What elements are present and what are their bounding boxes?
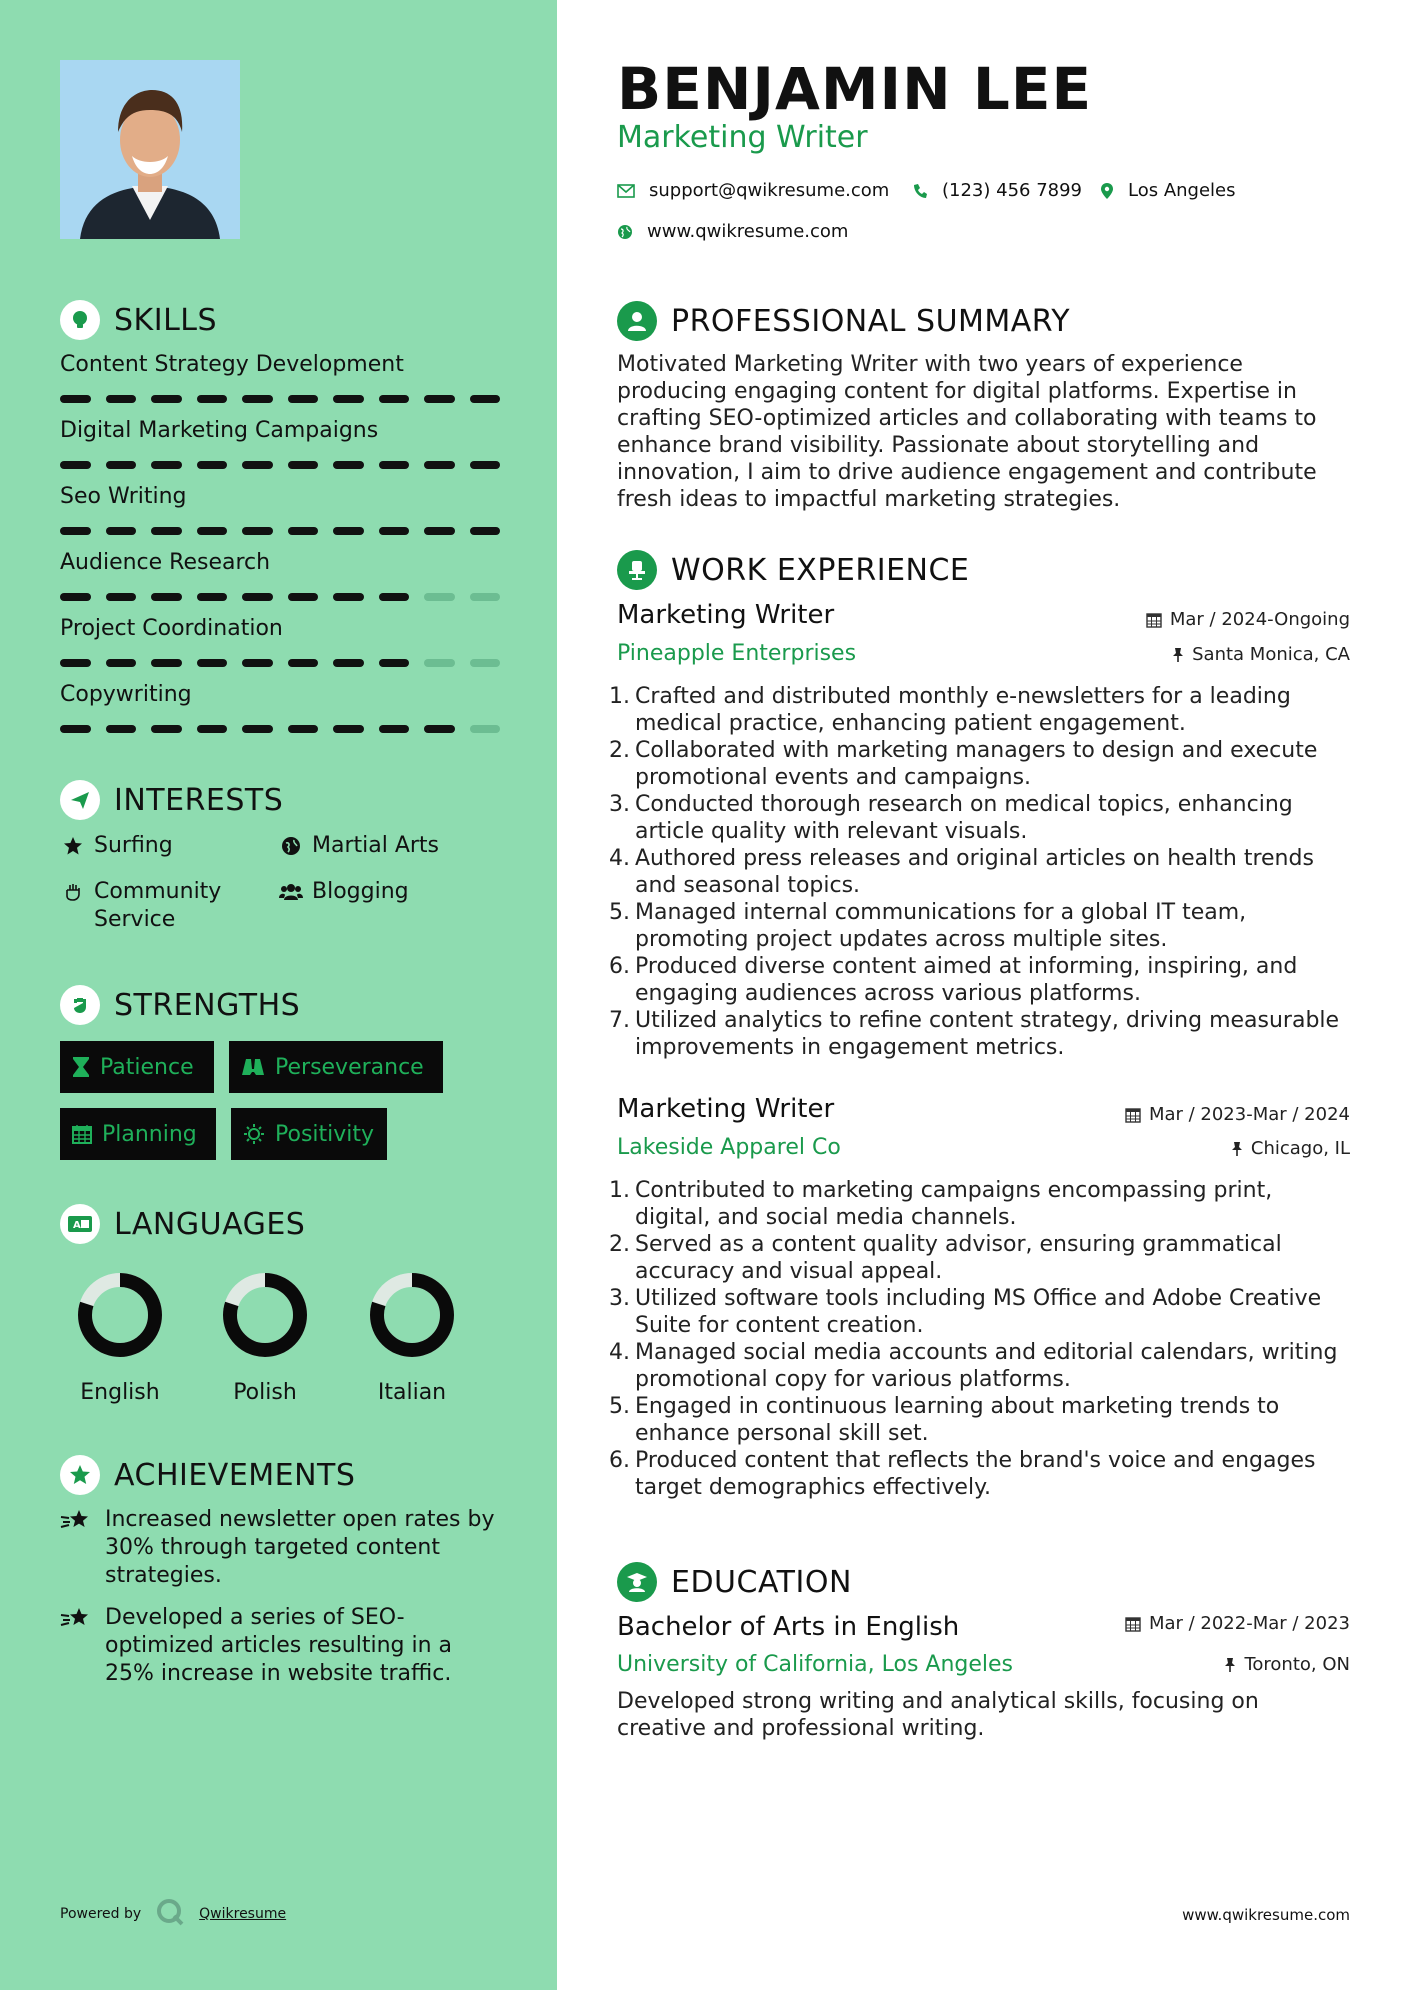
interest-label: Blogging [312, 879, 409, 904]
job-location [1172, 644, 1350, 665]
skill-level-segment [470, 395, 501, 403]
education-dates [1125, 1613, 1350, 1634]
powered-by-label: Powered by [60, 1906, 142, 1922]
skill-level-segment [242, 593, 273, 601]
duty-item: Collaborated with marketing managers to design and execute promotional events and campaigns. [635, 738, 1318, 790]
svg-text:A: A [73, 1220, 81, 1231]
skill-level-segment [151, 461, 182, 469]
skill-level-segment [424, 725, 455, 733]
interest-label: Community Service [94, 879, 222, 932]
skill-level-segment [333, 527, 364, 535]
skill-level-segment [379, 593, 410, 601]
education-text: Developed strong writing and analytical skills, focusing on creative and professional writing. [617, 1689, 1259, 1741]
skill-label: Audience Research [60, 550, 271, 575]
skill-level-segment [106, 659, 137, 667]
job-title: Marketing Writer [617, 600, 835, 630]
skill-level-segment [333, 593, 364, 601]
skill-level-segment [470, 527, 501, 535]
strength-badge [60, 1108, 216, 1160]
languages-title: LANGUAGES [114, 1206, 306, 1242]
language-label: English [80, 1380, 160, 1405]
pushpin-icon [1172, 647, 1184, 663]
skill-item [60, 351, 500, 403]
skill-level-segment [424, 659, 455, 667]
education-degree: Bachelor of Arts in English [617, 1612, 960, 1642]
skill-level-segment [242, 395, 273, 403]
duty-item: Produced diverse content aimed at informing, inspiring, and engaging audiences across various platforms. [635, 954, 1298, 1006]
map-pin-icon [1100, 182, 1114, 200]
skill-level-bar [60, 593, 500, 601]
skill-level-segment [288, 527, 319, 535]
skill-level-segment [60, 461, 91, 469]
skill-level-segment [424, 461, 455, 469]
user-icon [617, 301, 657, 341]
strength-badge [60, 1041, 214, 1093]
skill-level-segment [197, 659, 228, 667]
interest-item [278, 878, 409, 906]
achievement-item [60, 1604, 500, 1688]
experience-title: WORK EXPERIENCE [671, 552, 970, 588]
achievements-title: ACHIEVEMENTS [114, 1457, 356, 1493]
skill-level-segment [242, 725, 273, 733]
strength-badge [231, 1108, 387, 1160]
education-title: EDUCATION [671, 1564, 852, 1600]
education-school: University of California, Los Angeles [617, 1652, 1014, 1677]
skill-level-segment [60, 659, 91, 667]
skill-level-segment [424, 527, 455, 535]
language-item [205, 1272, 325, 1405]
duty-item: Produced content that reflects the brand's voice and engages target demographics effectively. [635, 1448, 1316, 1500]
pushpin-icon [1224, 1657, 1236, 1673]
job-dates [1125, 1104, 1350, 1125]
duty-item: Conducted thorough research on medical topics, enhancing article quality with relevant visuals. [635, 792, 1293, 844]
interests-title: INTERESTS [114, 782, 284, 818]
skill-label: Content Strategy Development [60, 352, 404, 377]
skill-level-segment [379, 527, 410, 535]
skill-level-segment [151, 593, 182, 601]
skill-level-segment [424, 593, 455, 601]
contact-email [617, 180, 889, 201]
experience-heading [617, 549, 969, 591]
skill-level-segment [242, 659, 273, 667]
skill-level-segment [60, 593, 91, 601]
summary-title: PROFESSIONAL SUMMARY [671, 303, 1071, 339]
language-ring [205, 1272, 325, 1358]
skill-level-segment [60, 725, 91, 733]
email-text[interactable]: support@qwikresume.com [649, 180, 890, 201]
skill-level-segment [288, 395, 319, 403]
interest-label: Surfing [94, 833, 173, 858]
achievements-heading [60, 1455, 355, 1495]
skill-level-segment [242, 527, 273, 535]
candidate-name: BENJAMIN LEE [617, 55, 1093, 123]
lightbulb-icon [60, 300, 100, 340]
job-title: Marketing Writer [617, 1094, 835, 1124]
phone-text: (123) 456 7899 [942, 180, 1083, 201]
language-label: Polish [233, 1380, 297, 1405]
job-dates [1146, 609, 1350, 630]
skill-level-segment [333, 395, 364, 403]
job-company: Lakeside Apparel Co [617, 1135, 841, 1160]
interest-item [60, 832, 173, 860]
skill-level-bar [60, 527, 500, 535]
skill-level-segment [424, 395, 455, 403]
skill-label: Copywriting [60, 682, 192, 707]
job-duties-list [617, 1177, 1352, 1501]
education-dates-text: Mar / 2022-Mar / 2023 [1148, 1613, 1350, 1634]
strength-label: Positivity [275, 1121, 375, 1147]
star-icon [60, 832, 86, 860]
star-award-icon [60, 1455, 100, 1495]
achievement-text: Developed a series of SEO-optimized articles resulting in a 25% increase in website traffic. [105, 1605, 452, 1686]
calendar-icon [72, 1124, 92, 1144]
education-heading [617, 1561, 852, 1603]
sidebar [0, 0, 557, 1990]
globe-icon [278, 832, 304, 860]
summary-text: Motivated Marketing Writer with two years of experience producing engaging content for digital platforms. Expertise in crafting SEO-optimized articles and collaborating with teams to enhance brand visibility. Passionate about storytelling and innovation, I aim to drive audience engagement and contribute fresh ideas to impactful marketing strategies. [617, 352, 1317, 512]
calendar-icon [1125, 1616, 1141, 1632]
skill-item [60, 549, 500, 601]
skill-level-segment [288, 659, 319, 667]
skill-level-segment [197, 461, 228, 469]
achievement-text: Increased newsletter open rates by 30% through targeted content strategies. [105, 1507, 495, 1588]
location-text: Los Angeles [1128, 180, 1236, 201]
interest-item [278, 832, 439, 860]
skills-title: SKILLS [114, 302, 218, 338]
education-location [1224, 1654, 1350, 1675]
language-ring [60, 1272, 180, 1358]
phone-icon [912, 183, 928, 199]
skill-label: Seo Writing [60, 484, 187, 509]
skill-level-segment [106, 725, 137, 733]
strength-badge [229, 1041, 443, 1093]
skill-level-segment [470, 659, 501, 667]
skill-level-segment [151, 527, 182, 535]
strength-label: Patience [100, 1054, 194, 1080]
qwikresume-link[interactable]: Qwikresume [199, 1906, 287, 1922]
skill-level-segment [197, 395, 228, 403]
languages-heading [60, 1204, 305, 1244]
job-duties-list [617, 683, 1352, 1061]
job-company: Pineapple Enterprises [617, 641, 857, 666]
job-location [1231, 1138, 1350, 1159]
skill-level-segment [197, 593, 228, 601]
language-ring [352, 1272, 472, 1358]
duty-item: Utilized software tools including MS Office and Adobe Creative Suite for content creation. [635, 1286, 1322, 1338]
binoculars-icon [241, 1057, 265, 1077]
skill-level-segment [106, 395, 137, 403]
strength-label: Perseverance [275, 1054, 424, 1080]
skill-item [60, 483, 500, 535]
summary-heading [617, 300, 1070, 342]
achievement-item [60, 1506, 500, 1590]
skill-level-segment [197, 527, 228, 535]
education-location-text: Toronto, ON [1244, 1654, 1350, 1675]
graduate-icon [617, 1562, 657, 1602]
skill-level-segment [333, 659, 364, 667]
shooting-star-icon [60, 1604, 92, 1688]
duty-item: Served as a content quality advisor, ensuring grammatical accuracy and visual appeal. [635, 1232, 1282, 1284]
skill-level-bar [60, 725, 500, 733]
strengths-heading [60, 985, 300, 1025]
skill-level-segment [151, 659, 182, 667]
profile-photo [60, 60, 240, 239]
strengths-title: STRENGTHS [114, 987, 301, 1023]
skill-level-segment [288, 461, 319, 469]
language-label: Italian [377, 1380, 447, 1405]
skill-level-segment [470, 593, 501, 601]
skill-item [60, 615, 500, 667]
interest-item [60, 878, 260, 934]
skills-heading [60, 300, 217, 340]
skill-level-segment [379, 659, 410, 667]
skill-label: Digital Marketing Campaigns [60, 418, 379, 443]
footer-url[interactable]: www.qwikresume.com [1182, 1906, 1350, 1924]
skill-level-segment [470, 461, 501, 469]
powered-by [60, 1897, 286, 1931]
contact-phone [912, 180, 1082, 201]
language-item [60, 1272, 180, 1405]
candidate-role: Marketing Writer [617, 120, 868, 155]
fist-icon [60, 985, 100, 1025]
qwikresume-logo-icon [155, 1897, 185, 1931]
users-icon [278, 878, 304, 906]
contact-website [617, 221, 848, 242]
skill-label: Project Coordination [60, 616, 283, 641]
skill-level-segment [333, 725, 364, 733]
duty-item: Managed internal communications for a global IT team, promoting project updates across multiple sites. [635, 900, 1247, 952]
skill-level-bar [60, 461, 500, 469]
skill-level-segment [106, 593, 137, 601]
skill-level-segment [242, 461, 273, 469]
duty-item: Engaged in continuous learning about marketing trends to enhance personal skill set. [635, 1394, 1280, 1446]
skill-level-bar [60, 395, 500, 403]
strength-label: Planning [102, 1121, 197, 1147]
hand-icon [60, 878, 86, 906]
duty-item: Authored press releases and original articles on health trends and seasonal topics. [635, 846, 1314, 898]
globe-icon [617, 224, 633, 240]
chair-icon [617, 550, 657, 590]
skill-level-bar [60, 659, 500, 667]
calendar-icon [1125, 1107, 1141, 1123]
job-dates-text: Mar / 2023-Mar / 2024 [1148, 1104, 1350, 1125]
language-item [352, 1272, 472, 1405]
duty-item: Utilized analytics to refine content strategy, driving measurable improvements in engagement metrics. [635, 1008, 1340, 1060]
pushpin-icon [1231, 1141, 1243, 1157]
interests-heading [60, 780, 283, 820]
skill-level-segment [60, 395, 91, 403]
skill-item [60, 681, 500, 733]
envelope-icon [617, 184, 635, 198]
interest-label: Martial Arts [312, 833, 440, 858]
duty-item: Crafted and distributed monthly e-newsletters for a leading medical practice, enhancing patient engagement. [635, 684, 1291, 736]
job-dates-text: Mar / 2024-Ongoing [1169, 609, 1350, 630]
skill-level-segment [151, 725, 182, 733]
paper-plane-icon [60, 780, 100, 820]
skill-level-segment [288, 593, 319, 601]
skill-level-segment [197, 725, 228, 733]
main-content [557, 0, 1407, 1990]
calendar-icon [1146, 612, 1162, 628]
job-location-text: Santa Monica, CA [1192, 644, 1350, 665]
duty-item: Managed social media accounts and editorial calendars, writing promotional copy for various platforms. [635, 1340, 1338, 1392]
skill-level-segment [106, 527, 137, 535]
job-location-text: Chicago, IL [1250, 1138, 1350, 1159]
skill-level-segment [470, 725, 501, 733]
shooting-star-icon [60, 1506, 92, 1590]
duty-item: Contributed to marketing campaigns encompassing print, digital, and social media channels. [635, 1178, 1273, 1230]
contact-location [1100, 180, 1236, 201]
hourglass-icon [72, 1056, 90, 1078]
skill-level-segment [333, 461, 364, 469]
skill-level-segment [288, 725, 319, 733]
skill-level-segment [379, 395, 410, 403]
skill-level-segment [106, 461, 137, 469]
translate-icon [60, 1204, 100, 1244]
skill-level-segment [151, 395, 182, 403]
skill-level-segment [379, 461, 410, 469]
skill-level-segment [379, 725, 410, 733]
skill-level-segment [60, 527, 91, 535]
skill-item [60, 417, 500, 469]
website-text[interactable]: www.qwikresume.com [647, 221, 849, 242]
sun-icon [243, 1123, 265, 1145]
